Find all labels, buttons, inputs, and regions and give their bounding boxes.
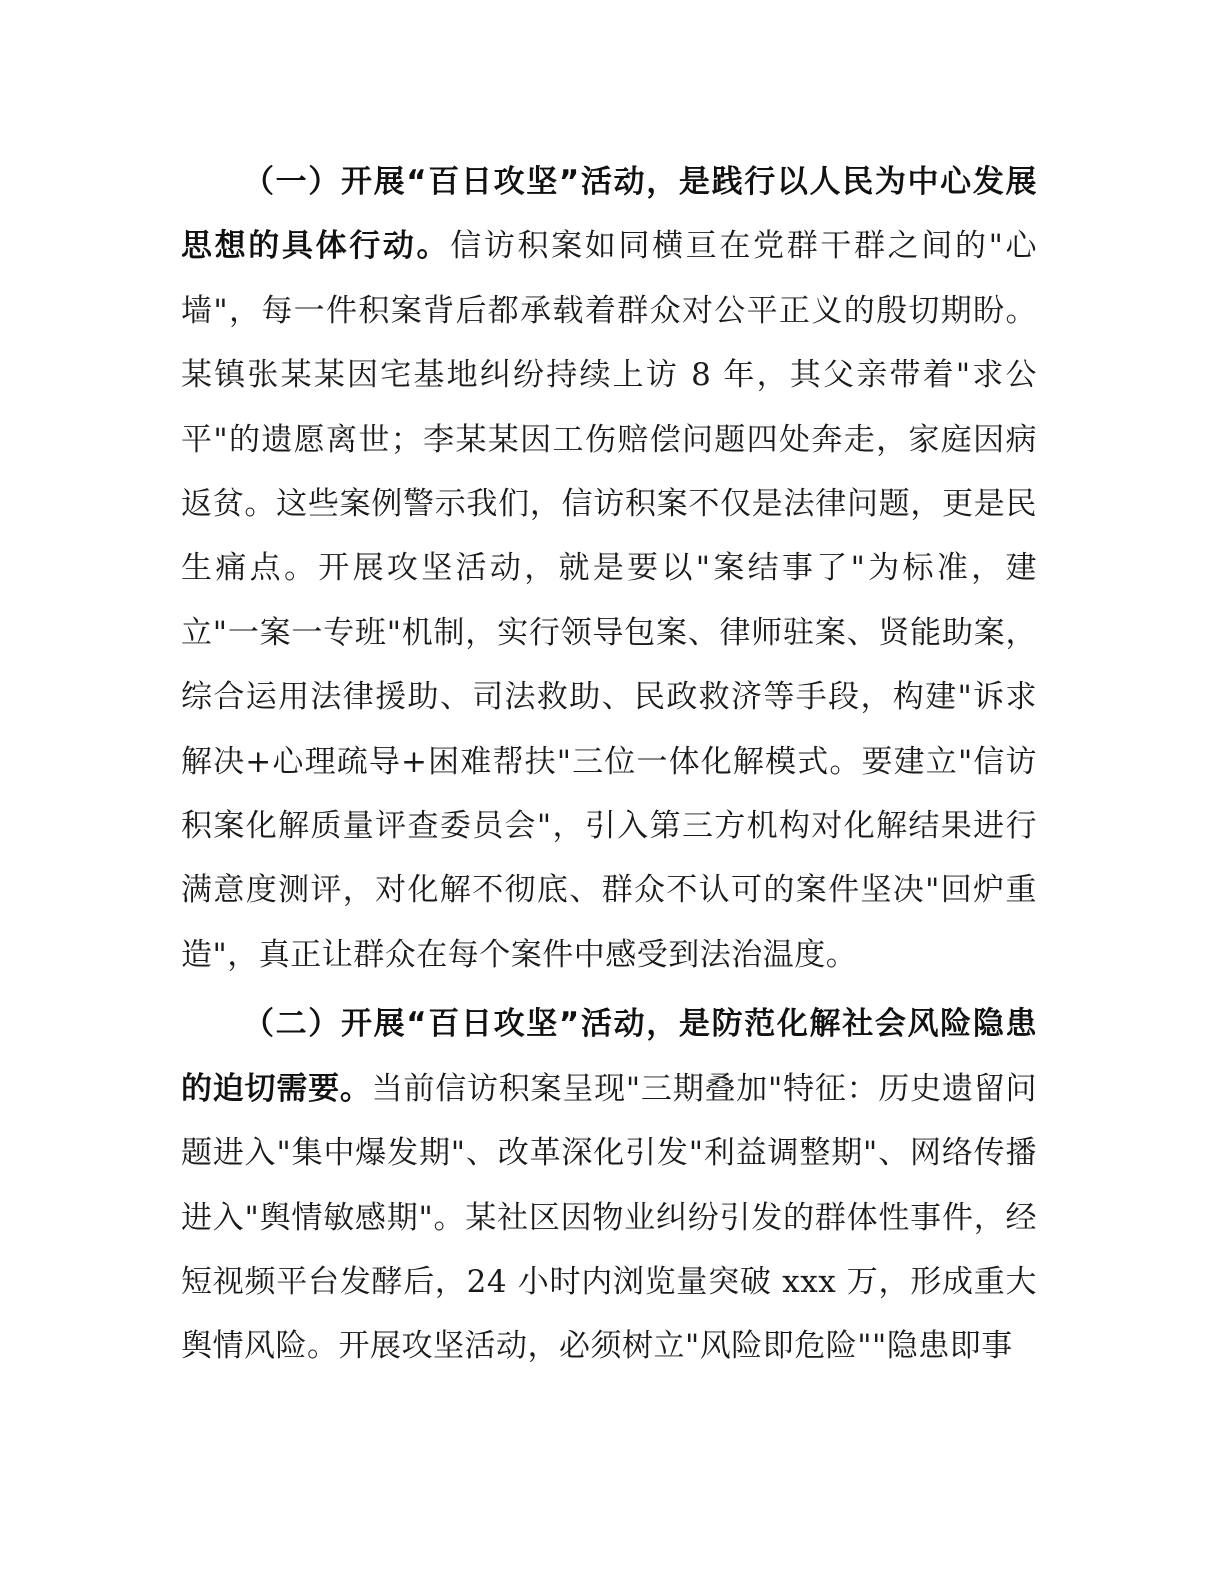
paragraph-2-body: 当前信访积案呈现"三期叠加"特征：历史遗留问题进入"集中爆发期"、改革深化引发"利益调整期"、网络传播进入"舆情敏感期"。某社区因物业纠纷引发的群体性事件，经短视频平台发酵后，24 小时内浏览量突破 xxx 万，形成重大舆情风险。开展攻坚活动，必须树立"风险即危险""隐患即事	[181, 1070, 1038, 1365]
paragraph-1-body: 信访积案如同横亘在党群干群之间的"心墙"，每一件积案背后都承载着群众对公平正义的殷切期盼。某镇张某某因宅基地纠纷持续上访 8 年，其父亲带着"求公平"的遗愿离世；李某某因工伤赔偿问题四处奔走，家庭因病返贫。这些案例警示我们，信访积案不仅是法律问题，更是民生痛点。开展攻坚活动，就是要以"案结事了"为标准，建立"一案一专班"机制，实行领导包案、律师驻案、贤能助案，综合运用法律援助、司法救助、民政救济等手段，构建"诉求解决+心理疏导+困难帮扶"三位一体化解模式。要建立"信访积案化解质量评查委员会"，引入第三方机构对化解结果进行满意度测评，对化解不彻底、群众不认可的案件坚决"回炉重造"，真正让群众在每个案件中感受到法治温度。	[181, 228, 1037, 973]
paragraph-2	[181, 992, 1037, 1378]
document-body	[181, 150, 1037, 1379]
paragraph-1	[181, 150, 1037, 987]
paragraph-1-heading: （一）开展“百日攻坚”活动，是践行以人民为中心发展思想的具体行动。	[181, 164, 1037, 265]
paragraph-2-heading: （二）开展“百日攻坚”活动，是防范化解社会风险隐患的迫切需要。	[181, 1006, 1037, 1107]
